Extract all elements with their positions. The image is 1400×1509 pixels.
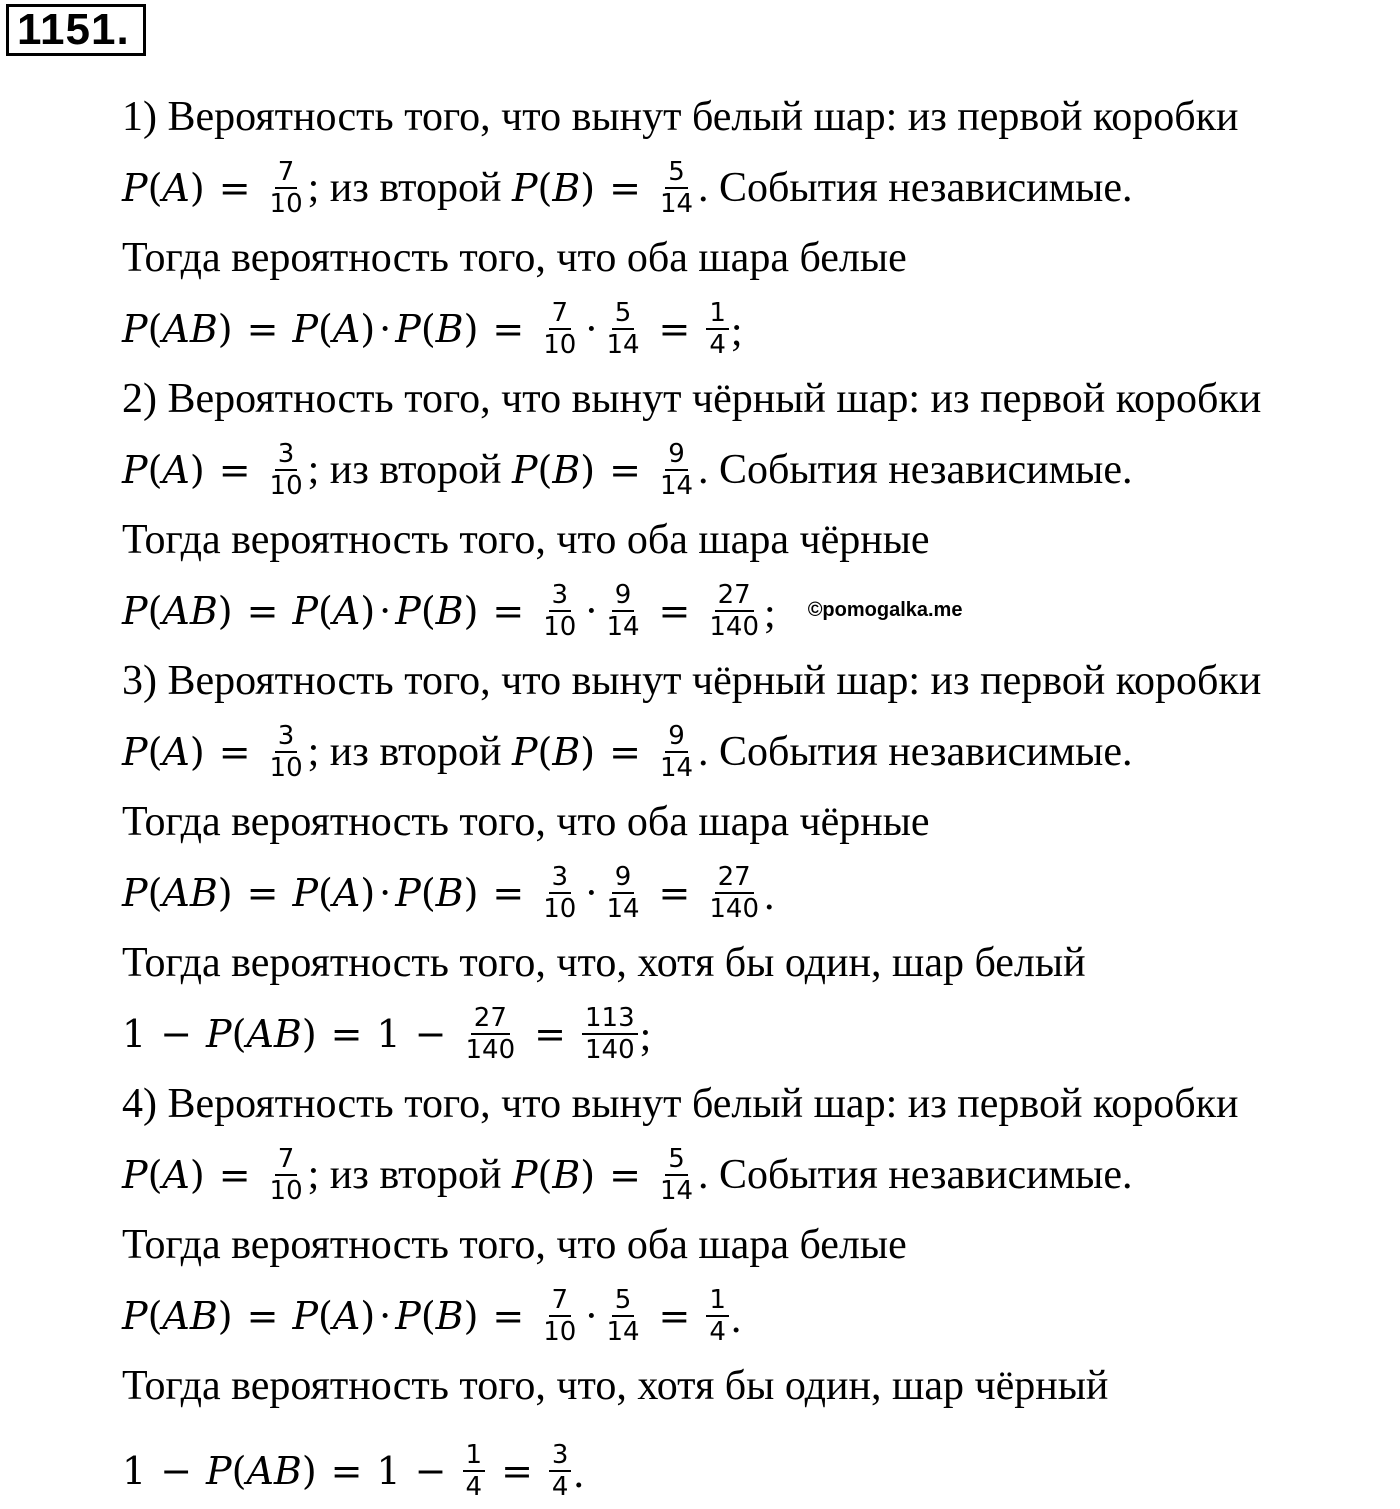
fraction: $\frac{27}{140}$: [709, 579, 760, 642]
fraction: $\frac{3}{10}$: [269, 720, 303, 783]
sec3-probabilities: P ( A ) = $\frac{3}{10}$ ; из второй P ( B ) = $\frac{9}{14}$ . События независимые.: [122, 720, 1133, 783]
sec1-then: Тогда вероятность того, что оба шара белые: [122, 235, 907, 282]
sec3-then: Тогда вероятность того, что оба шара чёрные: [122, 799, 930, 846]
watermark: ©pomogalka.me: [807, 599, 963, 622]
sec4-product-formula: P ( AB ) = P ( A ) · P ( B ) = $\frac{7}{10}$ · $\frac{5}{14}$ = $\frac{1}{4}$ .: [122, 1284, 742, 1347]
fraction: $\frac{7}{10}$: [269, 156, 303, 219]
sec1-intro: 1) Вероятность того, что вынут белый шар: из первой коробки: [122, 94, 1239, 141]
sec4-intro: 4) Вероятность того, что вынут белый шар: из первой коробки: [122, 1081, 1239, 1128]
fraction: $\frac{1}{4}$: [463, 1440, 486, 1502]
sec2-then: Тогда вероятность того, что оба шара чёрные: [122, 517, 930, 564]
sec2-probabilities: P ( A ) = $\frac{3}{10}$ ; из второй P ( B ) = $\frac{9}{14}$ . События независимые.: [122, 438, 1133, 501]
sec4-then-complement: Тогда вероятность того, что, хотя бы один, шар чёрный: [122, 1363, 1109, 1410]
fraction: $\frac{3}{4}$: [549, 1440, 572, 1502]
fraction: $\frac{9}{14}$: [606, 579, 640, 642]
fraction: $\frac{1}{4}$: [706, 1285, 729, 1347]
sec3-product-formula: P ( AB ) = P ( A ) · P ( B ) = $\frac{3}{10}$ · $\frac{9}{14}$ = $\frac{27}{140}$ .: [122, 861, 775, 924]
sec1-product-formula: P ( AB ) = P ( A ) · P ( B ) = $\frac{7}{10}$ · $\frac{5}{14}$ = $\frac{1}{4}$ ;: [122, 297, 743, 360]
sec3-intro: 3) Вероятность того, что вынут чёрный шар: из первой коробки: [122, 658, 1262, 705]
problem-number: 1151.: [6, 4, 146, 56]
fraction: $\frac{5}{14}$: [606, 297, 640, 360]
sec4-then: Тогда вероятность того, что оба шара белые: [122, 1222, 907, 1269]
fraction: $\frac{27}{140}$: [709, 861, 760, 924]
fraction: $\frac{5}{14}$: [659, 1143, 694, 1206]
fraction: $\frac{1}{4}$: [706, 298, 729, 360]
fraction: $\frac{5}{14}$: [606, 1284, 640, 1347]
sec2-product-formula: P ( AB ) = P ( A ) · P ( B ) = $\frac{3}{10}$ · $\frac{9}{14}$ = $\frac{27}{140}$ ; ©pomogalka.me: [122, 579, 963, 642]
sec2-intro: 2) Вероятность того, что вынут чёрный шар: из первой коробки: [122, 376, 1262, 423]
fraction: $\frac{113}{140}$: [582, 1003, 638, 1065]
sec1-probabilities: P ( A ) = $\frac{7}{10}$ ; из второй P ( B ) = $\frac{5}{14}$ . События независимые.: [122, 156, 1133, 219]
fraction: $\frac{3}{10}$: [269, 438, 303, 501]
fraction: $\frac{27}{140}$: [465, 1002, 516, 1065]
fraction: $\frac{7}{10}$: [543, 297, 577, 360]
fraction: $\frac{3}{10}$: [543, 579, 577, 642]
fraction: $\frac{5}{14}$: [659, 156, 694, 219]
fraction: $\frac{7}{10}$: [543, 1284, 577, 1347]
fraction: $\frac{7}{10}$: [269, 1143, 303, 1206]
sec4-probabilities: P ( A ) = $\frac{7}{10}$ ; из второй P ( B ) = $\frac{5}{14}$ . События независимые.: [122, 1143, 1133, 1206]
sec4-complement-formula: 1 − P ( AB ) = 1 − $\frac{1}{4}$ = $\frac{3}{4}$ .: [122, 1439, 584, 1502]
fraction: $\frac{9}{14}$: [659, 438, 694, 501]
sec3-then-complement: Тогда вероятность того, что, хотя бы один, шар белый: [122, 940, 1086, 987]
sec3-complement-formula: 1 − P ( AB ) = 1 − $\frac{27}{140}$ = $\frac{113}{140}$ ;: [122, 1002, 652, 1065]
fraction: $\frac{3}{10}$: [543, 861, 577, 924]
fraction: $\frac{9}{14}$: [606, 861, 640, 924]
fraction: $\frac{9}{14}$: [659, 720, 694, 783]
solution-content: [122, 82, 1400, 1506]
